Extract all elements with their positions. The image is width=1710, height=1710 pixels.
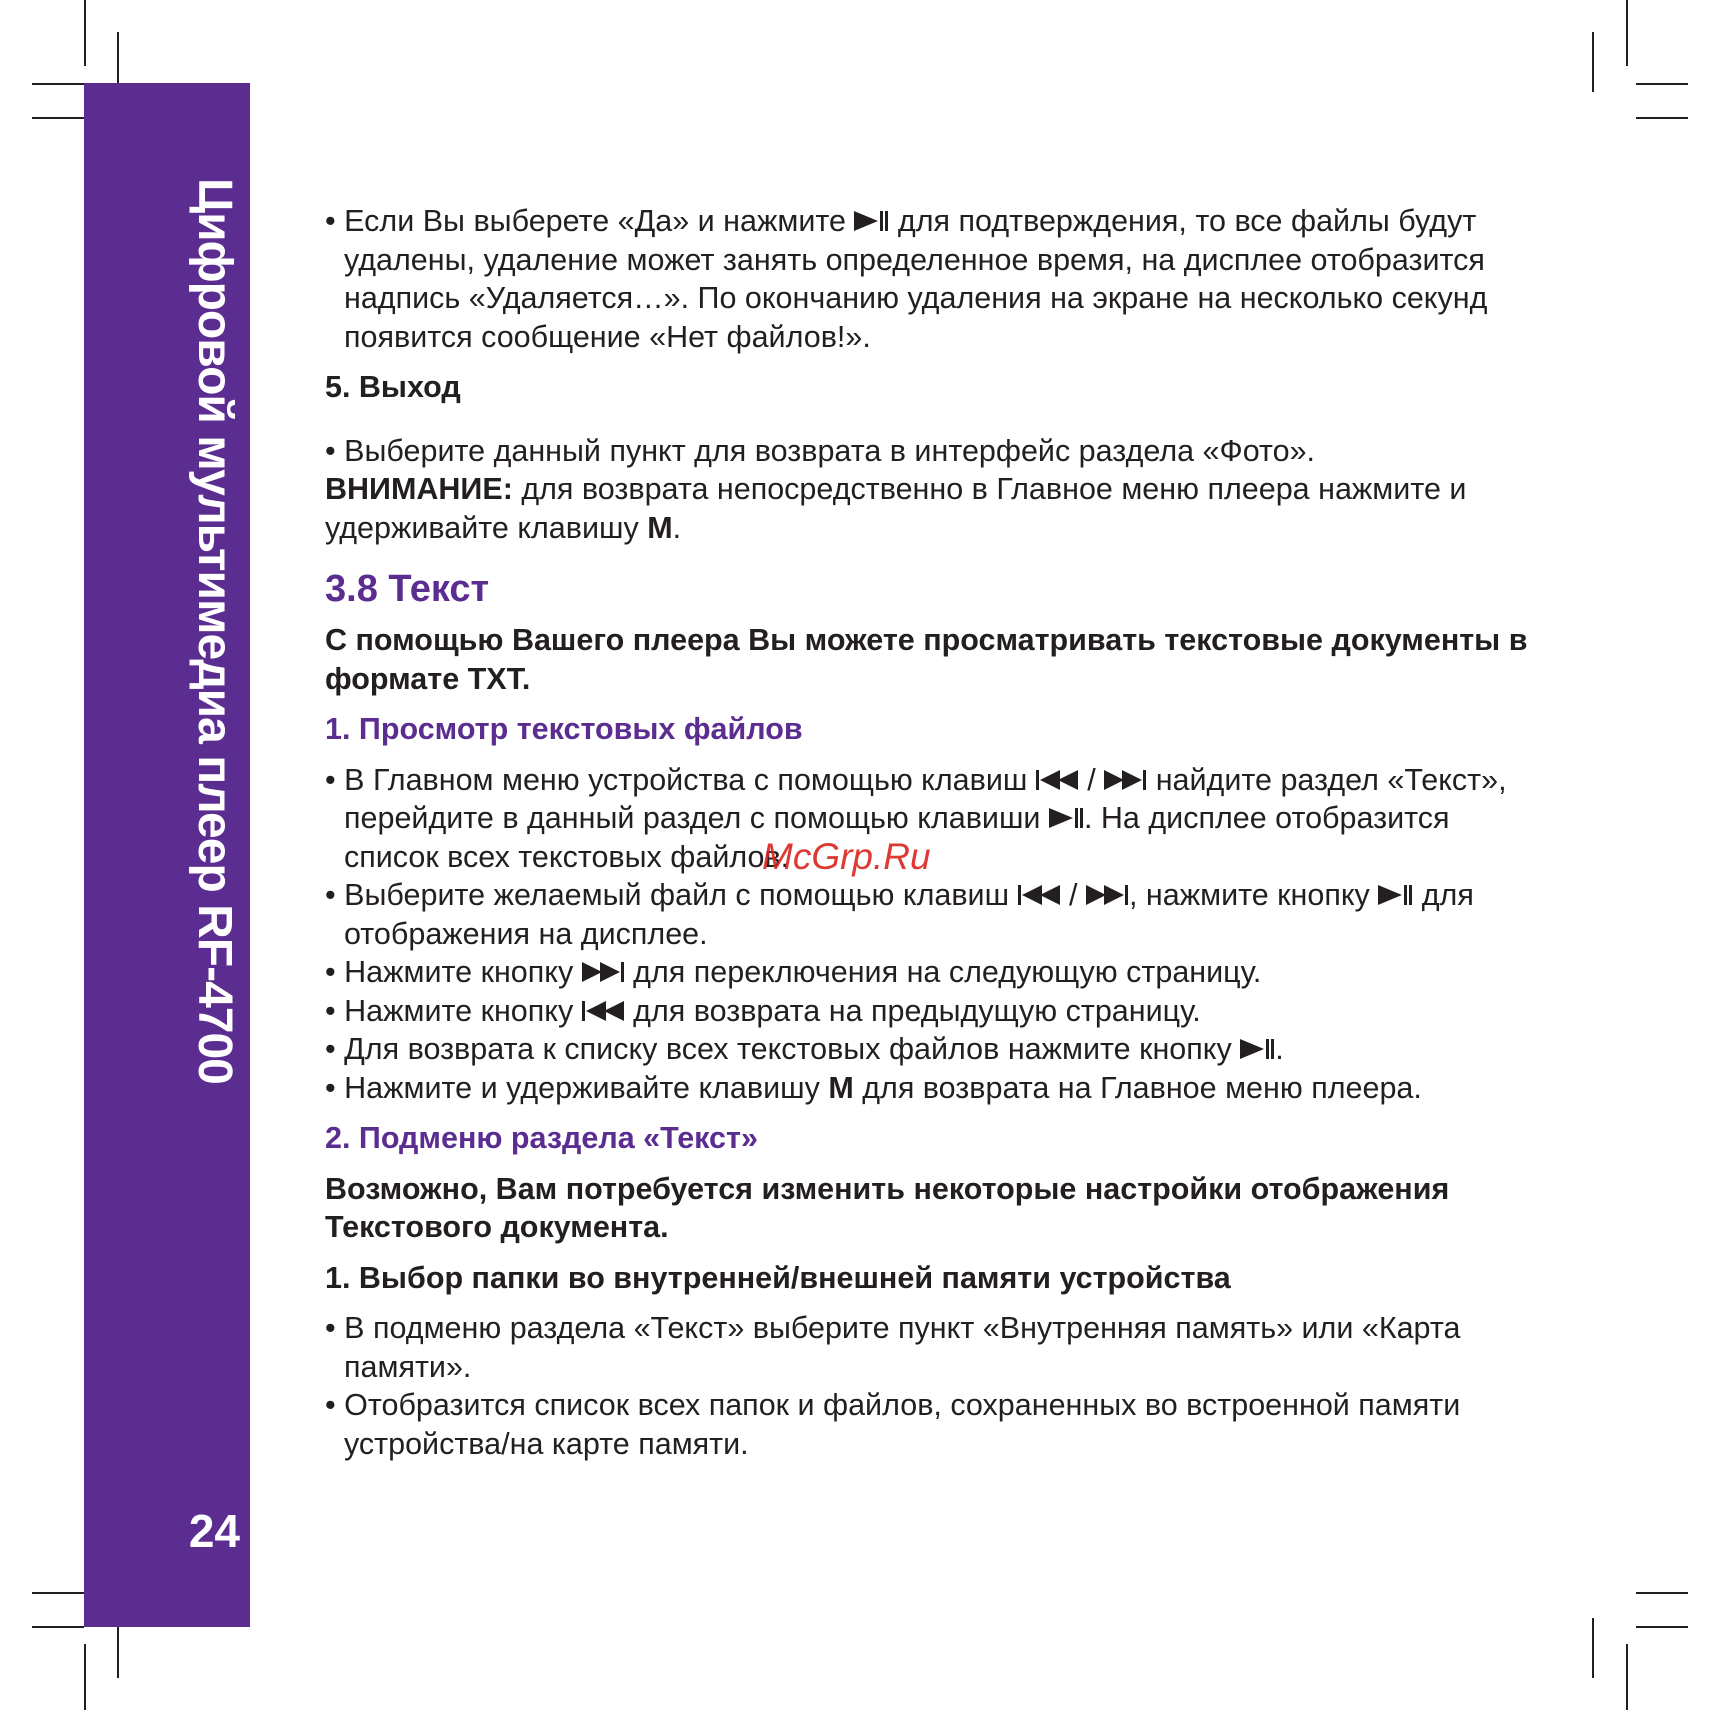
heading-view-text-files: 1. Просмотр текстовых файлов <box>325 712 803 746</box>
main-content <box>325 202 1535 1463</box>
crop-mark <box>1636 1626 1688 1628</box>
previous-track-icon <box>582 999 625 1023</box>
crop-mark <box>32 1626 84 1628</box>
bullet-main-menu: • Нажмите и удерживайте клавишу M для возврата на Главное меню плеера. <box>325 1070 1422 1105</box>
crop-mark <box>1592 1618 1594 1678</box>
bullet-back-to-list: • Для возврата к списку всех текстовых файлов нажмите кнопку . <box>325 1032 1284 1066</box>
submenu-lead: Возможно, Вам потребуется изменить некоторые настройки отображения Текстового документа. <box>325 1171 1450 1244</box>
crop-mark <box>117 1626 119 1678</box>
heading-exit: 5. Выход <box>325 370 461 404</box>
crop-mark <box>32 83 84 85</box>
play-pause-icon <box>1378 883 1413 907</box>
crop-mark <box>84 1644 86 1710</box>
play-pause-icon <box>854 209 889 233</box>
bullet-next-page: • Нажмите кнопку для переключения на следующую страницу. <box>325 955 1262 989</box>
crop-mark <box>1592 32 1594 92</box>
play-pause-icon <box>1240 1037 1275 1061</box>
crop-mark <box>117 32 119 84</box>
watermark: McGrp.Ru <box>762 836 931 877</box>
crop-mark <box>1626 0 1628 66</box>
heading-text-submenu: 2. Подменю раздела «Текст» <box>325 1121 758 1155</box>
bullet-find-section: • В Главном меню устройства с помощью клавиш / найдите раздел «Текст», перейдите в данный раздел с помощью клавиши . На дисплее отобразится список всех текстовых файлов. <box>325 762 1507 874</box>
crop-mark <box>1626 1644 1628 1710</box>
bullet-select-file: • Выберите желаемый файл с помощью клавиш / , нажмите кнопку для отображения на дисплее. <box>325 878 1474 951</box>
crop-mark <box>1636 83 1688 85</box>
heading-folder-select: 1. Выбор папки во внутренней/внешней памяти устройства <box>325 1260 1231 1295</box>
page-number: 24 <box>188 1505 240 1557</box>
play-pause-icon <box>1049 806 1084 830</box>
next-track-icon <box>1086 883 1129 907</box>
previous-track-icon <box>1036 768 1079 792</box>
paragraph-exit-photo: • Выберите данный пункт для возврата в интерфейс раздела «Фото». <box>325 433 1316 468</box>
paragraph-attention: ВНИМАНИЕ: для возврата непосредственно в Главное меню плеера нажмите и удерживайте клавишу M. <box>325 472 1467 545</box>
previous-track-icon <box>1018 883 1061 907</box>
section-lead: С помощью Вашего плеера Вы можете просматривать текстовые документы в формате TXT. <box>325 623 1528 696</box>
next-track-icon <box>1104 768 1147 792</box>
bullet-prev-page: • Нажмите кнопку для возврата на предыдущую страницу. <box>325 993 1201 1028</box>
side-title: Цифровой мультимедиа плеер RF-4700 <box>188 178 241 1084</box>
bullet-choose-memory: • В подменю раздела «Текст» выберите пункт «Внутренняя память» или «Карта памяти». <box>325 1311 1461 1384</box>
crop-mark <box>32 117 84 119</box>
bullet-folder-list: • Отобразится список всех папок и файлов, сохраненных во встроенной памяти устройства/на карте памяти. <box>325 1388 1461 1461</box>
paragraph-delete-confirm: • Если Вы выберете «Да» и нажмите для подтверждения, то все файлы будут удалены, удаление может занять определенное время, на дисплее отобразится надпись «Удаляется…». По окончанию удаления на экране на несколько секунд появится сообщение «Нет файлов!». <box>325 204 1488 354</box>
section-title: 3.8 Текст <box>325 568 490 610</box>
crop-mark <box>1636 1592 1688 1594</box>
crop-mark <box>84 0 86 66</box>
next-track-icon <box>582 960 625 984</box>
crop-mark <box>32 1592 84 1594</box>
crop-mark <box>1636 117 1688 119</box>
